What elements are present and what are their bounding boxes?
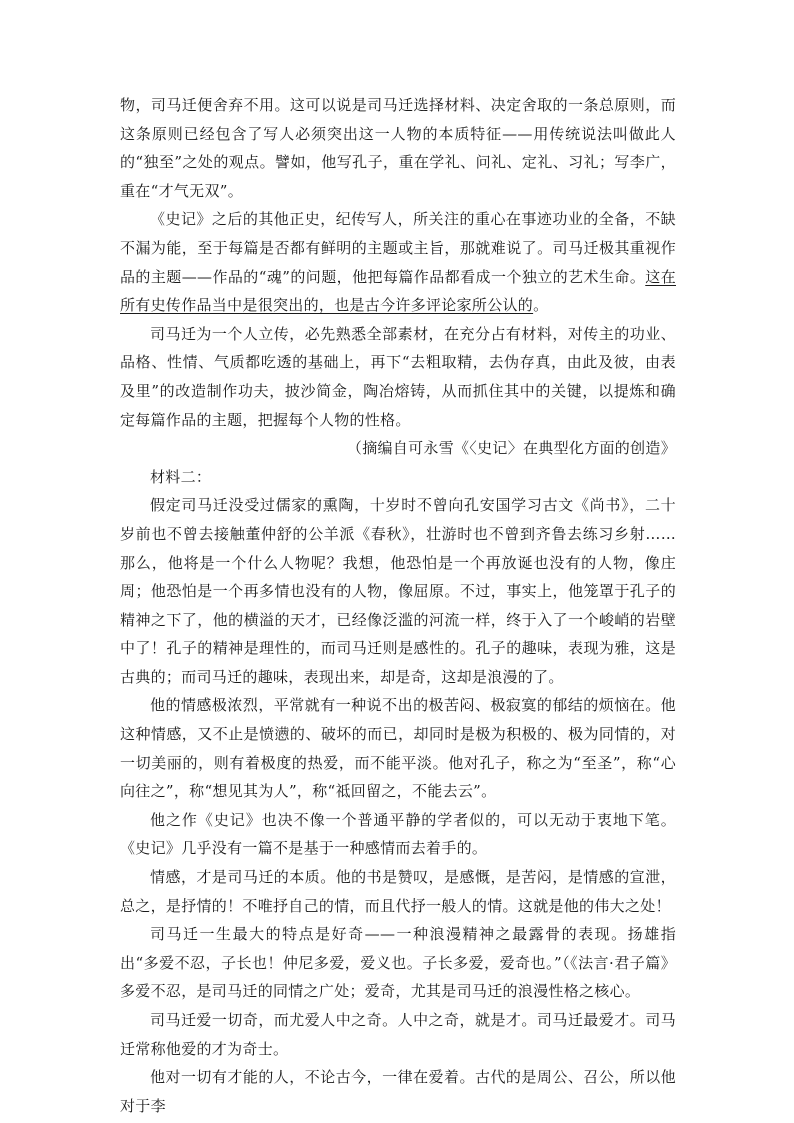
paragraph-4: 假定司马迁没受过儒家的熏陶，十岁时不曾向孔安国学习古文《尚书》，二十岁前也不曾去接触董仲舒的公羊派《春秋》，壮游时也不曾到齐鲁去练习乡射……那么，他将是一个什么人物呢？我想，他恐怕是一个再放诞也没有的人物，像庄周；他恐怕是一个再多情也没有的人物，像屈原。不过，事实上，他笼罩于孔子的精神之下了，他的横溢的天才，已经像泛滥的河流一样，终于入了一个峻峭的岩壁中了！孔子的精神是理性的，而司马迁则是感性的。孔子的趣味，表现为雅，这是古典的；而司马迁的趣味，表现出来，却是奇，这却是浪漫的了。 xyxy=(120,496,676,686)
paragraph-2-end: 。 xyxy=(533,296,549,315)
paragraph-5: 他的情感极浓烈，平常就有一种说不出的极苦闷、极寂寞的郁结的烦恼在。他这种情感，又不止是愤懑的、破坏的而已，却同时是极为积极的、极为同情的，对一切美丽的，则有着极度的热爱，而不能平淡。他对孔子，称之为“至圣”，称“心向往之”，称“想见其为人”，称“祗回留之，不能去云”。 xyxy=(120,696,676,801)
paragraph-6: 他之作《史记》也决不像一个普通平静的学者似的，可以无动于衷地下笔。《史记》几乎没有一篇不是基于一种感情而去着手的。 xyxy=(120,810,676,858)
source-citation: （摘编自可永雪《〈史记〉在典型化方面的创造》 xyxy=(346,439,676,458)
material-2-heading: 材料二： xyxy=(150,467,212,486)
paragraph-9: 司马迁爱一切奇，而尤爱人中之奇。人中之奇，就是才。司马迁最爱才。司马迁常称他爱的才为奇士。 xyxy=(120,1011,676,1058)
paragraph-7: 情感，才是司马迁的本质。他的书是赞叹，是感慨，是苦闷，是情感的宣泄，总之，是抒情的！不唯抒自己的情，而且代抒一般人的情。这就是他的伟大之处！ xyxy=(120,868,676,915)
paragraph-2 xyxy=(120,205,676,319)
underlined-sentence: 这在所有史传作品当中是很突出的，也是古今许多评论家所公认的 xyxy=(120,267,676,315)
paragraph-3: 司马迁为一个人立传，必先熟悉全部素材，在充分占有材料，对传主的功业、品格、性情、气质都吃透的基础上，再下“去粗取精，去伪存真，由此及彼，由表及里”的改造制作功夫，披沙简金，陶冶熔铸，从而抓住其中的关键，以提炼和确定每篇作品的主题，把握每个人物的性格。 xyxy=(120,324,676,429)
paragraph-2-text: 《史记》之后的其他正史，纪传写人，所关注的重心在事迹功业的全备，不缺不漏为能，至于每篇是否都有鲜明的主题或主旨，那就难说了。司马迁极其重视作品的主题——作品的“魂”的问题，他把每篇作品都看成一个独立的艺术生命。 xyxy=(120,210,676,286)
paragraph-1: 物，司马迁便舍弃不用。这可以说是司马迁选择材料、决定舍取的一条总原则，而这条原则已经包含了写人必须突出这一人物的本质特征——用传统说法叫做此人的“独至”之处的观点。譬如，他写孔子，重在学礼、问礼、定礼、习礼；写李广，重在“才气无双”。 xyxy=(120,96,676,200)
document-page xyxy=(120,91,676,1120)
paragraph-10: 他对一切有才能的人，不论古今，一律在爱着。古代的是周公、召公，所以他对于李 xyxy=(120,1068,676,1115)
paragraph-8: 司马迁一生最大的特点是好奇——一种浪漫精神之最露骨的表现。扬雄指出“多爱不忍，子长也！仲尼多爱，爱义也。子长多爱，爱奇也。”（《法言·君子篇》多爱不忍，是司马迁的同情之广处；爱奇，尤其是司马迁的浪漫性格之核心。 xyxy=(120,925,676,1001)
